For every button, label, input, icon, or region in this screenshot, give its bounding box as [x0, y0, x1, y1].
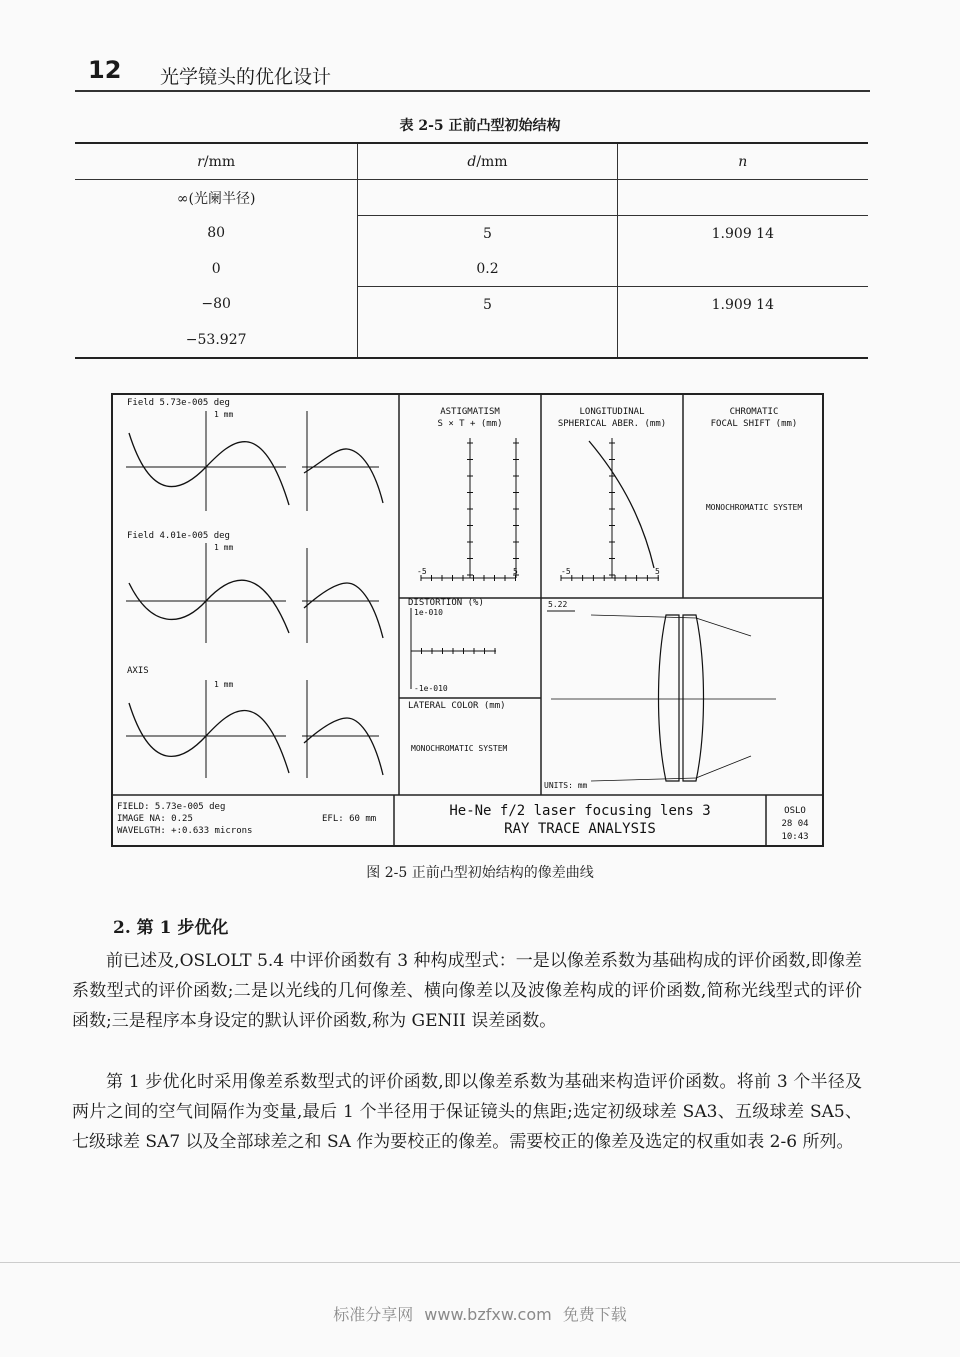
- cell-r: ∞(光阑半径): [176, 190, 256, 207]
- table-row: [75, 251, 868, 287]
- aberration-figure: [111, 393, 824, 847]
- table-row: [75, 216, 868, 252]
- info-wavelength: WAVELGTH: +:0.633 microns: [117, 826, 253, 836]
- distortion-bottom: -1e-010: [414, 684, 448, 693]
- footer-rule: [0, 1262, 960, 1263]
- table-row: [75, 180, 868, 216]
- structure-table: [75, 142, 868, 359]
- stamp-time: 10:43: [781, 832, 809, 842]
- fan-scale: 1 mm: [214, 410, 234, 419]
- chromatic-title: CHROMATIC: [729, 407, 779, 417]
- table-row: [75, 287, 868, 323]
- chromatic-subtitle: FOCAL SHIFT (mm): [710, 419, 798, 429]
- cell-r: −53.927: [185, 331, 247, 348]
- spherical-title: LONGITUDINAL: [579, 407, 645, 417]
- cell-d: [358, 180, 617, 216]
- page-number: 12: [88, 56, 122, 84]
- cell-d: 5: [358, 216, 617, 252]
- fan-scale: 1 mm: [214, 543, 234, 552]
- table-header-row: [75, 143, 868, 180]
- table-row: [75, 322, 868, 358]
- astig-title: ASTIGMATISM: [440, 407, 500, 417]
- astig-max: 5: [513, 567, 518, 576]
- fan-title: AXIS: [127, 666, 149, 676]
- astig-min: -5: [417, 567, 427, 576]
- figure-border: [112, 394, 823, 846]
- cell-n: [617, 251, 868, 287]
- running-title: 光学镜头的优化设计: [160, 66, 332, 88]
- paragraph: 第 1 步优化时采用像差系数型式的评价函数,即以像差系数为基础来构造评价函数。将前 3 个半径及两片之间的空气间隔作为变量,最后 1 个半径用于保证镜头的焦距;选定初级球差 SA3、五级球差 SA5、七级球差 SA7 以及全部球差之和 SA 作为要校正的像差。需要校正的像差及选定的权重如表 2-6 所列。: [72, 1072, 862, 1152]
- cell-d: [358, 322, 617, 358]
- cell-d: 0.2: [358, 251, 617, 287]
- lens-layout: [551, 615, 776, 781]
- figure-title-line1: He-Ne f/2 laser focusing lens 3: [449, 803, 711, 819]
- table-caption: 表 2-5 正前凸型初始结构: [399, 118, 561, 134]
- header-rule: [75, 90, 870, 92]
- distortion-title: DISTORTION (%): [408, 598, 484, 608]
- cell-r: 80: [207, 225, 226, 242]
- layout-units: UNITS: mm: [544, 781, 588, 790]
- stamp-program: OSLO: [784, 806, 806, 816]
- footer-watermark-text: 标准分享网 www.bzfxw.com 免费下载: [333, 1305, 627, 1324]
- cell-r: −80: [201, 296, 231, 313]
- figure-title-line2: RAY TRACE ANALYSIS: [504, 821, 656, 837]
- figure-caption: 图 2-5 正前凸型初始结构的像差曲线: [366, 865, 594, 881]
- spherical-max: 5: [655, 567, 660, 576]
- fan-title: Field 4.01e-005 deg: [127, 531, 230, 541]
- stamp-date: 28 04: [781, 819, 809, 829]
- spherical-min: -5: [561, 567, 571, 576]
- cell-n: 1.909 14: [617, 216, 868, 252]
- fan-scale: 1 mm: [214, 680, 234, 689]
- cell-n: [617, 180, 868, 216]
- cell-n: [617, 322, 868, 358]
- paragraph: 前已述及,OSLOLT 5.4 中评价函数有 3 种构成型式：一是以像差系数为基础构成的评价函数,即像差系数型式的评价函数;二是以光线的几何像差、横向像差以及波像差构成的评价函数,简称光线型式的评价函数;三是程序本身设定的默认评价函数,称为 GENII 误差函数。: [72, 951, 862, 1031]
- info-image-na: IMAGE NA: 0.25: [117, 814, 193, 824]
- info-field: FIELD: 5.73e-005 deg: [117, 802, 226, 812]
- header-r: r/mm: [75, 143, 358, 180]
- ray-fan-plot: [126, 680, 383, 778]
- cell-n: 1.909 14: [617, 287, 868, 323]
- ray-fan-plot: [126, 411, 383, 511]
- spherical-subtitle: SPHERICAL ABER. (mm): [557, 419, 667, 429]
- lateral-color-note: MONOCHROMATIC SYSTEM: [411, 744, 508, 753]
- chromatic-note: MONOCHROMATIC SYSTEM: [705, 503, 803, 512]
- distortion-top: 1e-010: [414, 608, 443, 617]
- lateral-color-title: LATERAL COLOR (mm): [408, 701, 506, 711]
- cell-d: 5: [358, 287, 617, 323]
- cell-r: 0: [211, 260, 221, 277]
- fan-title: Field 5.73e-005 deg: [127, 398, 230, 408]
- ray-fan-plot: [126, 543, 383, 643]
- layout-scale: 5.22: [548, 600, 568, 609]
- header-d: d/mm: [358, 143, 617, 180]
- info-efl: EFL: 60 mm: [322, 814, 377, 824]
- header-n: n: [617, 143, 868, 180]
- section-heading: 2. 第 1 步优化: [113, 918, 229, 938]
- astig-subtitle: S × T + (mm): [437, 419, 503, 429]
